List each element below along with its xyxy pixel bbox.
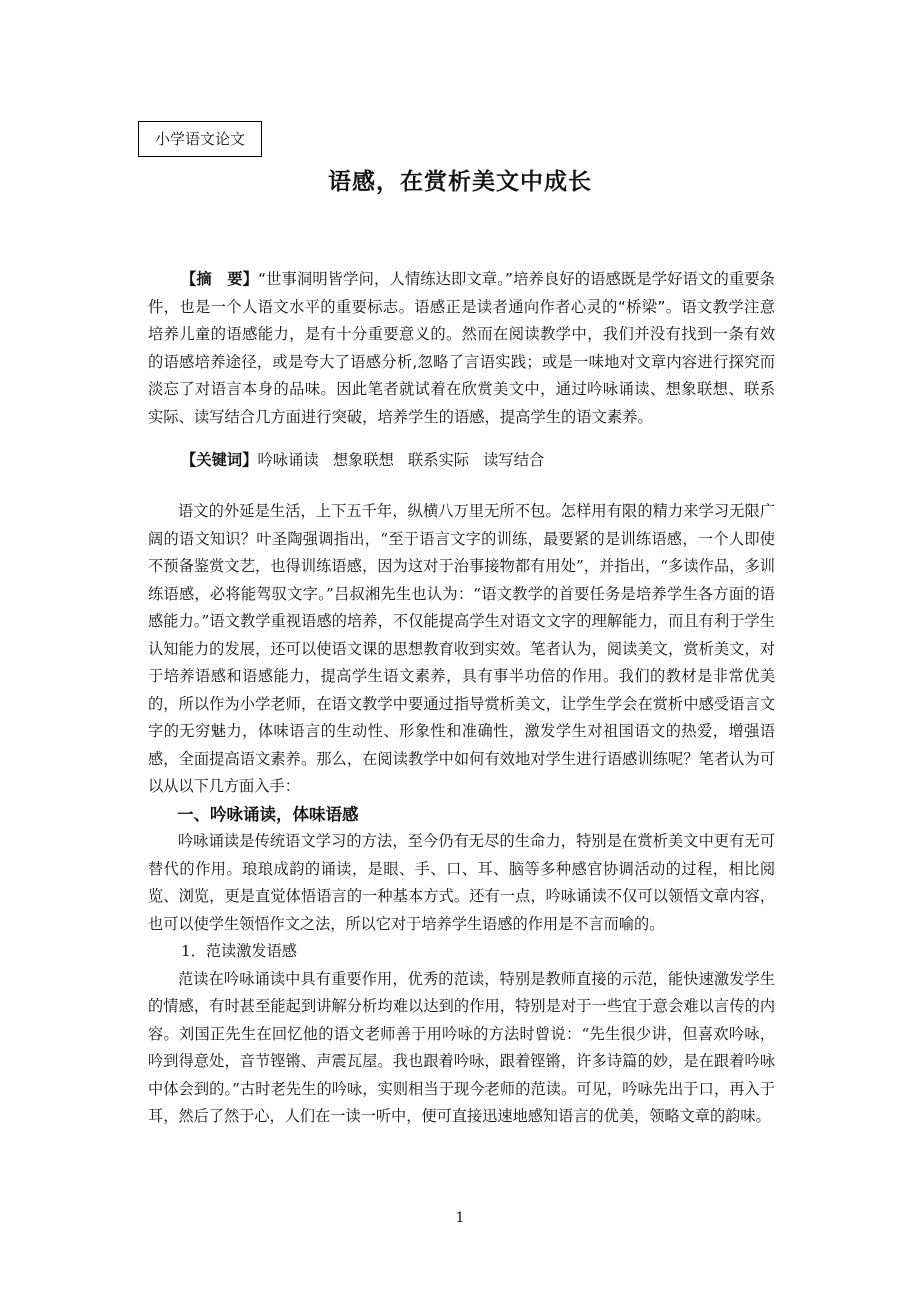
main-body (148, 498, 775, 1131)
subsection-heading: 1．范读激发语感 (181, 942, 297, 960)
abstract (148, 266, 775, 431)
keywords-label: 【关键词】 (181, 451, 258, 469)
page-number: 1 (455, 1210, 465, 1226)
subsection-paragraph: 范读在吟咏诵读中具有重要作用，优秀的范读，特别是教师直接的示范，能快速激发学生的情感，有时甚至能起到讲解分析均难以达到的作用，特别是对于一些宜于意会难以言传的内容。刘国正先生在回忆他的语文老师善于用吟咏的方法时曾说：“先生很少讲，但喜欢吟咏，吟到得意处，音节铿锵、声震瓦屋。我也跟着吟咏，跟着铿锵，许多诗篇的妙，是在跟着吟咏中体会到的。”古时老先生的吟咏，实则相当于现今老师的范读。可见，吟咏先出于口，再入于耳，然后了然于心，人们在一读一听中，便可直接迅速地感知语言的优美，领略文章的韵味。 (148, 969, 775, 1125)
keywords (181, 448, 558, 470)
section-paragraph: 吟咏诵读是传统语文学习的方法，至今仍有无尽的生命力，特别是在赏析美文中更有无可替代的作用。琅琅成韵的诵读，是眼、手、口、耳、脑等多种感官协调活动的过程，相比阅览、浏览，更是直觉体悟语言的一种基本方式。还有一点，吟咏诵读不仅可以领悟文章内容，也可以使学生领悟作文之法，所以它对于培养学生语感的作用是不言而喻的。 (148, 832, 775, 933)
keyword-item: 吟咏诵读 (257, 451, 319, 469)
keyword-item: 想象联想 (332, 451, 394, 469)
section-heading: 一、吟咏诵读，体味语感 (177, 804, 359, 824)
abstract-label: 【摘 要】 (181, 270, 259, 288)
abstract-text: “世事洞明皆学问，人情练达即文章。”培养良好的语感既是学好语文的重要条件，也是一个人语文水平的重要标志。语感正是读者通向作者心灵的“桥梁”。语文教学注意培养儿童的语感能力，是有十分重要意义的。然而在阅读教学中，我们并没有找到一条有效的语感培养途径，或是夸大了语感分析,忽略了言语实践；或是一味地对文章内容进行探究而淡忘了对语言本身的品味。因此笔者就试着在欣赏美文中，通过吟咏诵读、想象联想、联系实际、读写结合几方面进行突破，培养学生的语感，提高学生的语文素养。 (148, 270, 775, 426)
category-label-box: 小学语文论文 (138, 121, 262, 157)
page-title: 语感，在赏析美文中成长 (328, 169, 592, 195)
keyword-item: 读写结合 (483, 451, 545, 469)
intro-paragraph: 语文的外延是生活，上下五千年，纵横八万里无所不包。怎样用有限的精力来学习无限广阔的语文知识？叶圣陶强调指出，“至于语言文字的训练，最要紧的是训练语感，一个人即使不预备鉴赏文艺，也得训练语感，因为这对于治事接物都有用处”，并指出，“多读作品，多训练语感，必将能驾驭文字。”吕叔湘先生也认为：“语文教学的首要任务是培养学生各方面的语感能力。”语文教学重视语感的培养，不仅能提高学生对语文文字的理解能力，而且有利于学生认知能力的发展，还可以使语文课的思想教育收到实效。笔者认为，阅读美文，赏析美文，对于培养语感和语感能力，提高学生语文素养，具有事半功倍的作用。我们的教材是非常优美的，所以作为小学老师，在语文教学中要通过指导赏析美文，让学生学会在赏析中感受语言文字的无穷魅力，体味语言的生动性、形象性和准确性，激发学生对祖国语文的热爱，增强语感，全面提高语文素养。那么，在阅读教学中如何有效地对学生进行语感训练呢？笔者认为可以从以下几方面入手： (148, 502, 775, 795)
keyword-item: 联系实际 (407, 451, 470, 469)
